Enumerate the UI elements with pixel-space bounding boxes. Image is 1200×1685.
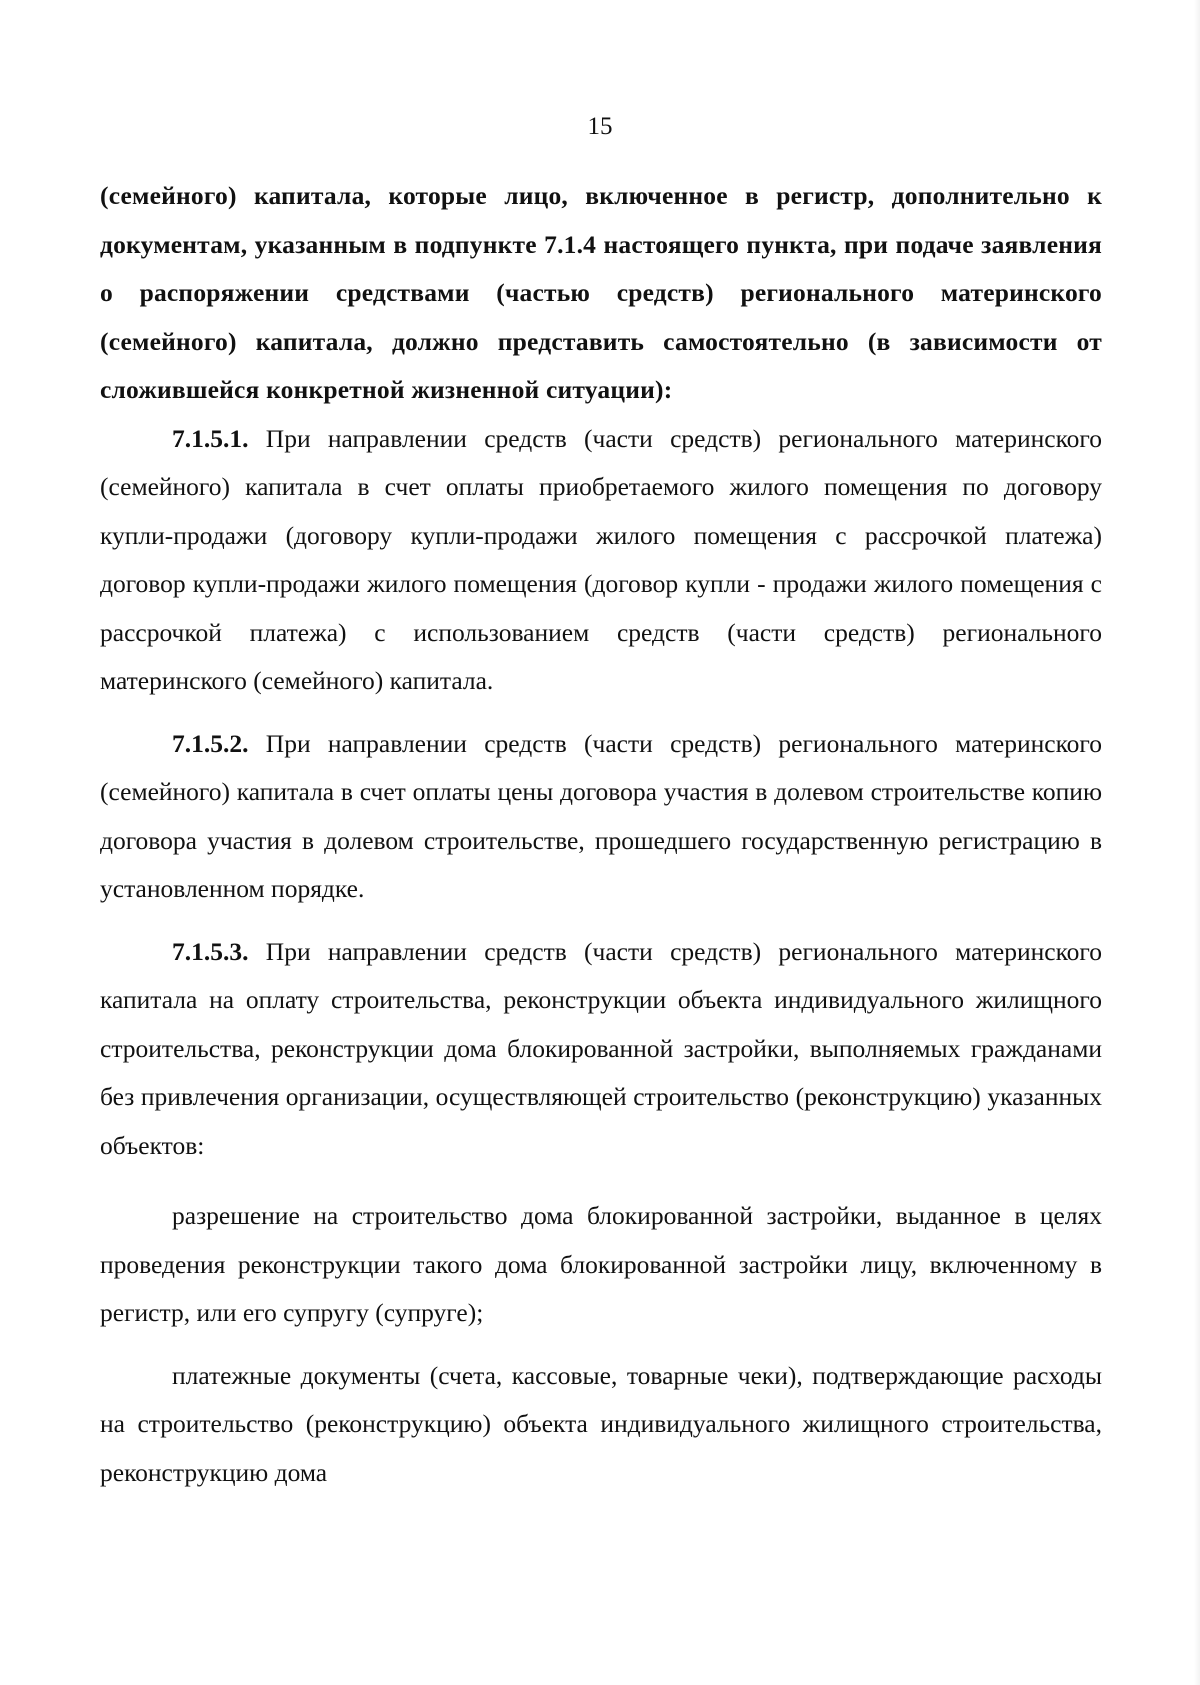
- paragraph-payment-docs: платежные документы (счета, кассовые, товарные чеки), подтверждающие расходы на строительство (реконструкцию) объекта индивидуального жилищного строительства, реконструкцию дома: [100, 1360, 1102, 1487]
- paragraph-permit: разрешение на строительство дома блокированной застройки, выданное в целях проведения реконструкции такого дома блокированной застройки лицу, включенному в регистр, или его супругу (супруге);: [100, 1201, 1102, 1327]
- clause-number: 7.1.5.2.: [172, 728, 249, 758]
- clause-text: При направлении средств (части средств) регионального материнского (семейного) капитала в счет оплаты цены договора участия в долевом строительстве копию договора участия в долевом строительстве, прошедшего государственную регистрацию в установленном порядке.: [100, 728, 1102, 903]
- document-body: [100, 172, 1102, 1497]
- paragraph-7-1-5-1: [100, 415, 1102, 706]
- page-number: 15: [587, 113, 613, 140]
- scan-edge-shadow: [1194, 0, 1200, 1685]
- paragraph-7-1-5-3: [100, 928, 1102, 1171]
- clause-text: При направлении средств (части средств) регионального материнского (семейного) капитала в счет оплаты приобретаемого жилого помещения по договору купли-продажи (договору купли-продажи жилого помещения с рассрочкой платежа) договор купли-продажи жилого помещения (договор купли - продажи жилого помещения с рассрочкой платежа) с использованием средств (части средств) регионального материнского (семейного) капитала.: [100, 423, 1102, 695]
- paragraph-7-1-5-2: [100, 720, 1102, 914]
- intro-paragraph: (семейного) капитала, которые лицо, включенное в регистр, дополнительно к документам, указанным в подпункте 7.1.4 настоящего пункта, при подаче заявления о распоряжении средствами (частью средств) регионального материнского (семейного) капитала, должно представить самостоятельно (в зависимости от сложившейся конкретной жизненной ситуации):: [100, 181, 1102, 404]
- clause-number: 7.1.5.1.: [172, 423, 249, 453]
- clause-number: 7.1.5.3.: [172, 936, 249, 966]
- clause-text: При направлении средств (части средств) регионального материнского капитала на оплату строительства, реконструкции объекта индивидуального жилищного строительства, реконструкции дома блокированной застройки, выполняемых гражданами без привлечения организации, осуществляющей строительство (реконструкцию) указанных объектов:: [100, 936, 1102, 1160]
